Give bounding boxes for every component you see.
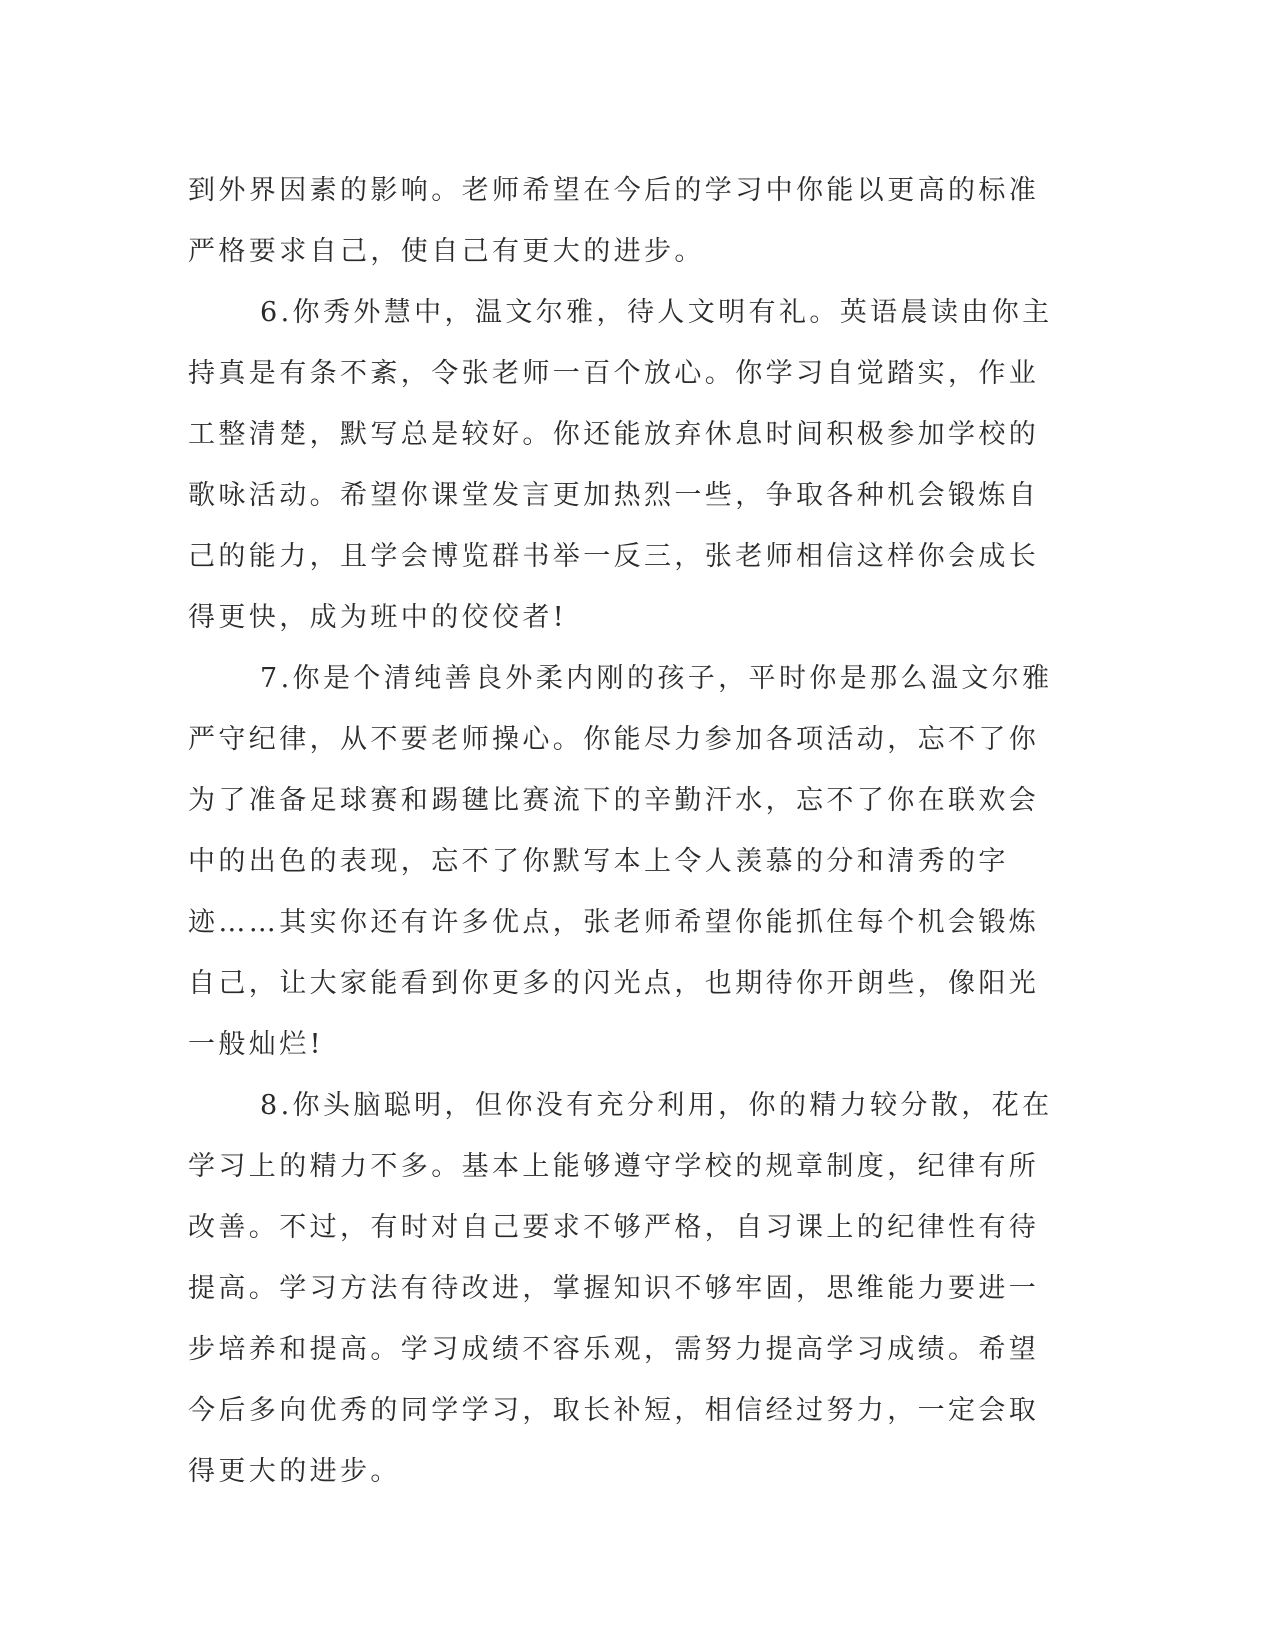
paragraph-comment-6: 6.你秀外慧中，温文尔雅，待人文明有礼。英语晨读由你主持真是有条不紊，令张老师一百个放心。你学习自觉踏实，作业工整清楚，默写总是较好。你还能放弃休息时间积极参加学校的歌咏活动。希望你课堂发言更加热烈一些，争取各种机会锻炼自己的能力，且学会博览群书举一反三，张老师相信这样你会成长得更快，成为班中的佼佼者! (188, 297, 1053, 633)
paragraph-continuation: 到外界因素的影响。老师希望在今后的学习中你能以更高的标准严格要求自己，使自己有更大的进步。 (188, 175, 1040, 267)
paragraph-comment-7: 7.你是个清纯善良外柔内刚的孩子，平时你是那么温文尔雅严守纪律，从不要老师操心。你能尽力参加各项活动，忘不了你为了准备足球赛和踢毽比赛流下的辛勤汗水，忘不了你在联欢会中的出色的表现，忘不了你默写本上令人羡慕的分和清秀的字迹……其实你还有许多优点，张老师希望你能抓住每个机会锻炼自己，让大家能看到你更多的闪光点，也期待你开朗些，像阳光一般灿烂! (188, 663, 1053, 1060)
paragraph-comment-8: 8.你头脑聪明，但你没有充分利用，你的精力较分散，花在学习上的精力不多。基本上能够遵守学校的规章制度，纪律有所改善。不过，有时对自己要求不够严格，自习课上的纪律性有待提高。学习方法有待改进，掌握知识不够牢固，思维能力要进一步培养和提高。学习成绩不容乐观，需努力提高学习成绩。希望今后多向优秀的同学学习，取长补短，相信经过努力，一定会取得更大的进步。 (188, 1090, 1053, 1487)
document-body (188, 160, 1068, 1502)
